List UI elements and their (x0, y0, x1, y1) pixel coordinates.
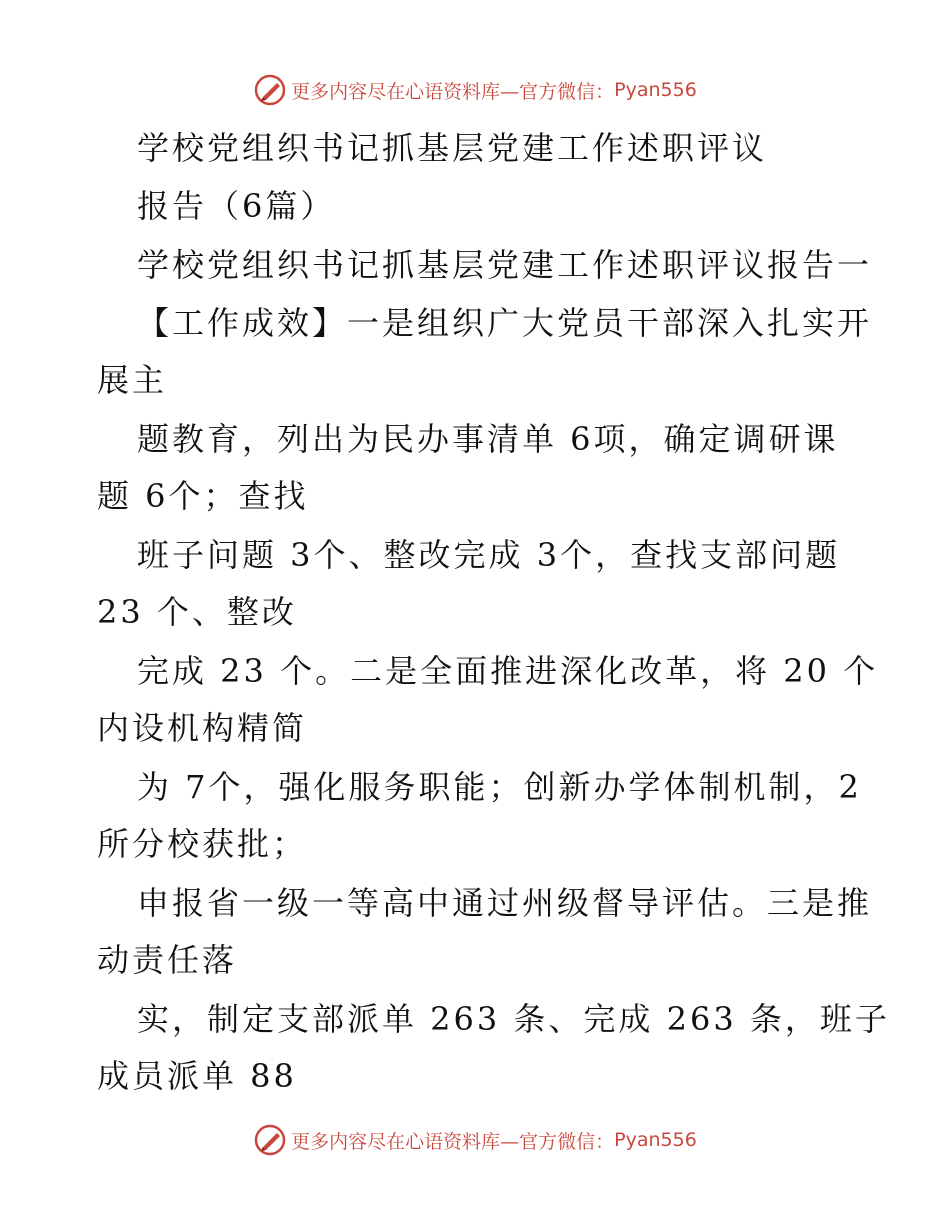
body-line: 题教育，列出为民办事清单 6项，确定调研课 (137, 420, 839, 458)
doc-title-line-2: 报告（6篇） (137, 187, 336, 225)
body-line: 班子问题 3个、整改完成 3个，查找支部问题 (137, 536, 841, 574)
body-line: 实，制定支部派单 263 条、完成 263 条，班子 (137, 1000, 890, 1038)
pen-logo-icon (253, 1123, 287, 1157)
body-line: 动责任落 (97, 941, 238, 979)
header-banner (0, 70, 950, 110)
footer-banner-text: 更多内容尽在心语资料库—官方微信： (291, 1130, 615, 1153)
header-banner-wechat: Pyan556 (614, 79, 697, 101)
footer-banner-wechat: Pyan556 (614, 1129, 697, 1151)
body-line: 内设机构精简 (97, 709, 308, 747)
body-line: 所分校获批； (97, 825, 308, 863)
doc-title-line-1: 学校党组织书记抓基层党建工作述职评议 (137, 129, 768, 167)
body-line: 申报省一级一等高中通过州级督导评估。三是推 (137, 884, 873, 922)
body-line: 成员派单 88 (97, 1057, 297, 1095)
body-line: 展主 (97, 361, 168, 399)
pen-logo-icon (253, 73, 287, 107)
header-banner-text: 更多内容尽在心语资料库—官方微信： (291, 80, 615, 103)
body-line: 题 6个；查找 (97, 477, 309, 515)
section-heading: 学校党组织书记抓基层党建工作述职评议报告一 (137, 246, 873, 284)
body-line: 23 个、整改 (97, 593, 297, 631)
body-line: 【工作成效】一是组织广大党员干部深入扎实开 (137, 304, 873, 342)
body-line: 为 7个，强化服务职能；创新办学体制机制，2 (137, 768, 862, 806)
footer-banner (0, 1120, 950, 1160)
body-line: 完成 23 个。二是全面推进深化改革，将 20 个 (137, 652, 879, 690)
